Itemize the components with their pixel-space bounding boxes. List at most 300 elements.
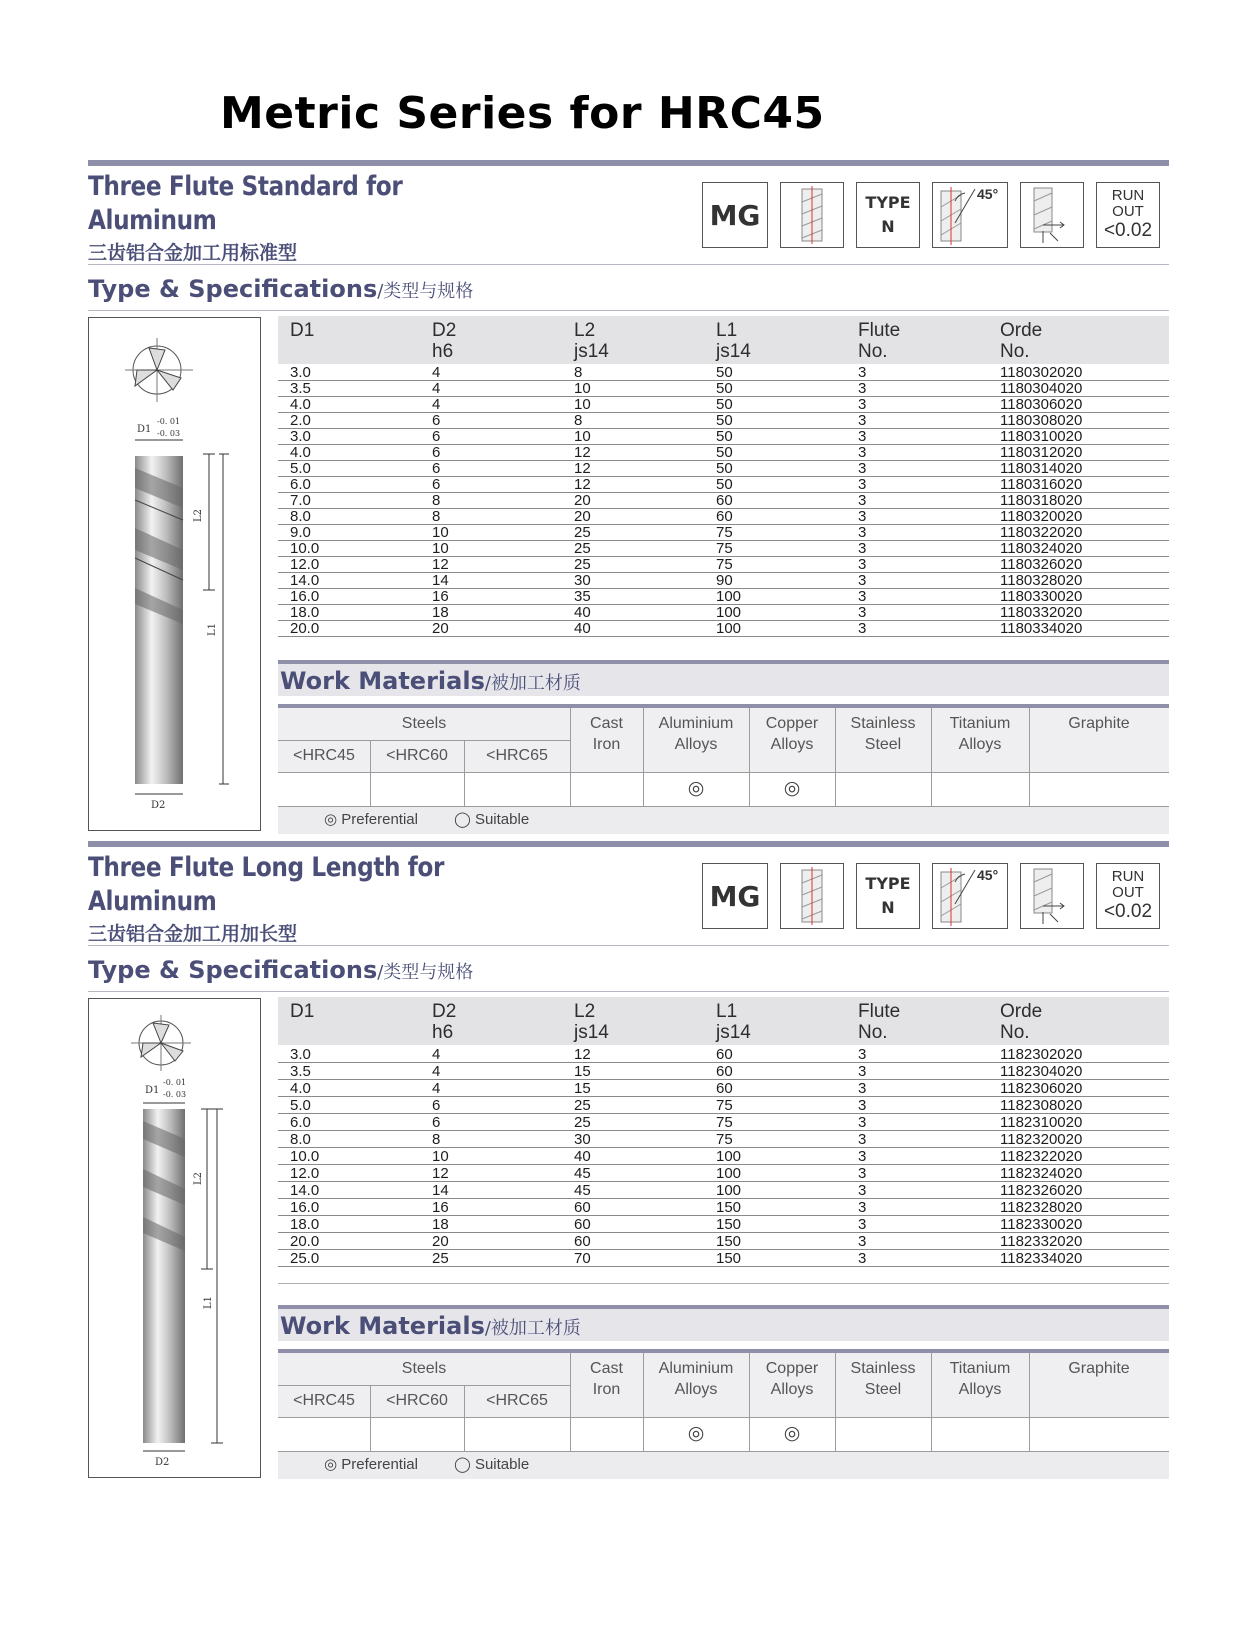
- table-row: [278, 477, 1169, 493]
- table-cell: 10: [432, 1148, 449, 1165]
- spec-table-header: [278, 316, 1169, 364]
- spec-heading-en: Type & Specifications: [88, 956, 378, 984]
- material-stainless: Stainless Steel: [850, 715, 916, 753]
- table-cell: 4: [432, 1063, 441, 1080]
- table-cell: 100: [716, 1182, 742, 1199]
- preferential-mark: ◎: [783, 1423, 801, 1444]
- material-titanium: Titanium Alloys: [949, 715, 1011, 753]
- tool-axis-icon: [1020, 182, 1084, 248]
- runout-label-2: OUT: [1112, 884, 1144, 901]
- type-n-badge: [856, 182, 920, 248]
- helix-angle-icon: [932, 863, 1008, 929]
- table-row: [278, 1114, 1169, 1131]
- spec-heading-en: Type & Specifications: [88, 275, 378, 303]
- table-cell: 18.0: [290, 604, 320, 621]
- table-cell: 8.0: [290, 508, 311, 525]
- column-header: L2 js14: [574, 320, 609, 362]
- helix-angle-label: 45°: [977, 867, 999, 883]
- material-hrc45: <HRC45: [293, 1392, 355, 1409]
- table-cell: 150: [716, 1233, 742, 1250]
- table-cell: 12: [574, 476, 591, 493]
- section-title-line2: Aluminum: [88, 205, 217, 236]
- table-cell: 4: [432, 1046, 441, 1063]
- table-cell: 150: [716, 1199, 742, 1216]
- table-cell: 4.0: [290, 1080, 311, 1097]
- type-label: TYPE: [865, 193, 911, 212]
- table-cell: 25.0: [290, 1250, 320, 1267]
- end-mill-icon: [780, 182, 844, 248]
- page-title: Metric Series for HRC45: [220, 88, 825, 139]
- section-top-bar: [88, 841, 1169, 847]
- table-cell: 3: [858, 620, 867, 637]
- table-cell: 40: [574, 1148, 591, 1165]
- type-value: N: [881, 898, 895, 917]
- table-cell: 6: [432, 1097, 441, 1114]
- table-cell: 1180318020: [1000, 492, 1083, 509]
- table-row: [278, 461, 1169, 477]
- table-cell: 3: [858, 1233, 867, 1250]
- mg-badge: MG: [702, 182, 768, 248]
- section-standard: [88, 160, 1169, 840]
- table-cell: 150: [716, 1250, 742, 1267]
- section-title-line1: Three Flute Long Length for: [88, 852, 444, 883]
- table-cell: 4.0: [290, 396, 311, 413]
- table-cell: 1180334020: [1000, 620, 1083, 637]
- mg-badge: MG: [702, 863, 768, 929]
- legend-preferential: ◎ Preferential: [324, 1456, 418, 1473]
- d1-dim-label: D1: [137, 424, 152, 435]
- table-row: [278, 541, 1169, 557]
- table-cell: 3: [858, 508, 867, 525]
- table-cell: 18: [432, 604, 449, 621]
- table-cell: 100: [716, 604, 742, 621]
- table-row: [278, 445, 1169, 461]
- table-row: [278, 1063, 1169, 1080]
- table-row: [278, 1233, 1169, 1250]
- table-cell: 60: [574, 1216, 591, 1233]
- runout-label-1: RUN: [1111, 868, 1145, 885]
- column-header: D1: [290, 1001, 315, 1022]
- table-cell: 50: [716, 380, 733, 397]
- table-cell: 8.0: [290, 1131, 311, 1148]
- table-cell: 30: [574, 1131, 591, 1148]
- table-cell: 25: [574, 524, 591, 541]
- table-cell: 20: [432, 620, 449, 637]
- table-cell: 10: [574, 380, 591, 397]
- table-cell: 25: [574, 1114, 591, 1131]
- table-row: [278, 1165, 1169, 1182]
- table-cell: 8: [574, 364, 583, 381]
- table-cell: 1182334020: [1000, 1250, 1083, 1267]
- table-cell: 3: [858, 1182, 867, 1199]
- d2-dim-label: D2: [155, 1457, 170, 1468]
- material-steels: Steels: [401, 1360, 447, 1377]
- column-header: L1 js14: [716, 320, 751, 362]
- material-aluminium: Aluminium Alloys: [658, 715, 734, 753]
- material-hrc45: <HRC45: [293, 747, 355, 764]
- table-cell: 10.0: [290, 1148, 320, 1165]
- l1-dim-label: L1: [207, 622, 218, 636]
- table-cell: 1182302020: [1000, 1046, 1083, 1063]
- table-cell: 3: [858, 540, 867, 557]
- column-header: L1 js14: [716, 1001, 751, 1043]
- d1-tol-upper: -0. 01: [163, 1078, 187, 1087]
- table-cell: 75: [716, 556, 733, 573]
- table-cell: 7.0: [290, 492, 311, 509]
- table-cell: 35: [574, 588, 591, 605]
- section-title-line2: Aluminum: [88, 886, 217, 917]
- d1-tol-lower: -0. 03: [163, 1090, 187, 1099]
- table-cell: 20.0: [290, 1233, 320, 1250]
- d2-dim-label: D2: [151, 800, 166, 811]
- legend-suitable: ◯ Suitable: [454, 811, 530, 828]
- material-hrc60: <HRC60: [386, 1392, 448, 1409]
- table-cell: 4: [432, 364, 441, 381]
- table-cell: 12: [574, 1046, 591, 1063]
- material-cast-iron: Cast Iron: [590, 1360, 623, 1398]
- table-cell: 3: [858, 1165, 867, 1182]
- column-header: Flute No.: [858, 1001, 901, 1043]
- table-cell: 16: [432, 1199, 449, 1216]
- table-cell: 3: [858, 1148, 867, 1165]
- table-cell: 6: [432, 460, 441, 477]
- table-cell: 100: [716, 1148, 742, 1165]
- section-title-cn: 三齿铝合金加工用标准型: [88, 242, 298, 264]
- table-cell: 75: [716, 524, 733, 541]
- runout-value: <0.02: [1103, 901, 1153, 922]
- runout-value: <0.02: [1103, 220, 1153, 241]
- table-cell: 75: [716, 1097, 733, 1114]
- table-cell: 4: [432, 396, 441, 413]
- table-row: [278, 1199, 1169, 1216]
- column-header: D2 h6: [432, 320, 457, 362]
- table-cell: 50: [716, 396, 733, 413]
- table-cell: 18.0: [290, 1216, 320, 1233]
- helix-angle-label: 45°: [977, 186, 999, 202]
- table-cell: 3: [858, 1131, 867, 1148]
- table-cell: 12.0: [290, 556, 320, 573]
- material-steels: Steels: [401, 715, 447, 732]
- divider: [88, 945, 1169, 946]
- table-cell: 12: [432, 556, 449, 573]
- table-cell: 10: [574, 428, 591, 445]
- preferential-mark: ◎: [783, 778, 801, 799]
- preferential-mark: ◎: [687, 778, 705, 799]
- table-cell: 6: [432, 428, 441, 445]
- table-cell: 1182324020: [1000, 1165, 1083, 1182]
- table-cell: 1180310020: [1000, 428, 1083, 445]
- runout-badge: [1096, 182, 1160, 248]
- tool-drawing: [88, 998, 261, 1478]
- table-cell: 8: [432, 492, 441, 509]
- table-cell: 3: [858, 364, 867, 381]
- table-cell: 20: [432, 1233, 449, 1250]
- tool-axis-icon: [1020, 863, 1084, 929]
- table-cell: 50: [716, 444, 733, 461]
- table-cell: 8: [432, 1131, 441, 1148]
- end-mill-icon: [780, 863, 844, 929]
- table-cell: 4.0: [290, 444, 311, 461]
- table-row: [278, 1148, 1169, 1165]
- table-cell: 3: [858, 412, 867, 429]
- spec-heading: [88, 275, 473, 303]
- table-cell: 150: [716, 1216, 742, 1233]
- table-row: [278, 1131, 1169, 1148]
- table-cell: 16.0: [290, 1199, 320, 1216]
- table-cell: 1182320020: [1000, 1131, 1083, 1148]
- table-cell: 3: [858, 1063, 867, 1080]
- d1-dim-label: D1: [145, 1085, 160, 1096]
- table-cell: 6: [432, 1114, 441, 1131]
- table-cell: 60: [716, 508, 733, 525]
- table-cell: 1180322020: [1000, 524, 1083, 541]
- table-row: [278, 557, 1169, 573]
- type-value: N: [881, 217, 895, 236]
- table-cell: 1180314020: [1000, 460, 1083, 477]
- table-cell: 25: [574, 1097, 591, 1114]
- table-cell: 30: [574, 572, 591, 589]
- table-row: [278, 1080, 1169, 1097]
- table-cell: 3: [858, 444, 867, 461]
- table-cell: 4: [432, 1080, 441, 1097]
- l2-dim-label: L2: [193, 508, 204, 522]
- runout-label-1: RUN: [1111, 187, 1145, 204]
- table-cell: 50: [716, 460, 733, 477]
- table-row: [278, 605, 1169, 621]
- table-cell: 1182306020: [1000, 1080, 1083, 1097]
- table-cell: 9.0: [290, 524, 311, 541]
- table-cell: 1182332020: [1000, 1233, 1083, 1250]
- table-cell: 75: [716, 540, 733, 557]
- table-cell: 1180306020: [1000, 396, 1083, 413]
- type-n-badge: [856, 863, 920, 929]
- table-cell: 60: [574, 1199, 591, 1216]
- table-cell: 1180326020: [1000, 556, 1083, 573]
- table-row: [278, 429, 1169, 445]
- material-hrc60: <HRC60: [386, 747, 448, 764]
- table-cell: 1180320020: [1000, 508, 1083, 525]
- table-cell: 1180308020: [1000, 412, 1083, 429]
- table-cell: 50: [716, 428, 733, 445]
- spec-heading-cn: /类型与规格: [377, 962, 474, 983]
- table-cell: 15: [574, 1063, 591, 1080]
- table-cell: 60: [716, 1080, 733, 1097]
- table-row: [278, 573, 1169, 589]
- table-cell: 3: [858, 1216, 867, 1233]
- table-cell: 6.0: [290, 1114, 311, 1131]
- section-long-length: [88, 841, 1169, 1521]
- table-cell: 3: [858, 428, 867, 445]
- table-cell: 3: [858, 492, 867, 509]
- table-cell: 10: [574, 396, 591, 413]
- table-cell: 1182304020: [1000, 1063, 1083, 1080]
- table-cell: 1180324020: [1000, 540, 1083, 557]
- table-cell: 10: [432, 540, 449, 557]
- table-cell: 3: [858, 524, 867, 541]
- table-cell: 5.0: [290, 460, 311, 477]
- table-cell: 5.0: [290, 1097, 311, 1114]
- table-cell: 3: [858, 396, 867, 413]
- table-cell: 6.0: [290, 476, 311, 493]
- table-cell: 6: [432, 444, 441, 461]
- legend-suitable: ◯ Suitable: [454, 1456, 530, 1473]
- table-cell: 90: [716, 572, 733, 589]
- table-row: [278, 1216, 1169, 1233]
- table-cell: 60: [716, 1046, 733, 1063]
- table-cell: 1182308020: [1000, 1097, 1083, 1114]
- table-cell: 1180304020: [1000, 380, 1083, 397]
- spec-table: [278, 316, 1169, 642]
- table-cell: 20: [574, 492, 591, 509]
- l1-dim-label: L1: [203, 1295, 214, 1309]
- table-row: [278, 381, 1169, 397]
- table-cell: 8: [574, 412, 583, 429]
- table-cell: 60: [716, 492, 733, 509]
- divider: [88, 264, 1169, 265]
- table-cell: 25: [432, 1250, 449, 1267]
- table-cell: 50: [716, 412, 733, 429]
- table-cell: 8: [432, 508, 441, 525]
- material-hrc65: <HRC65: [486, 747, 548, 764]
- spec-heading: [88, 956, 473, 984]
- divider: [88, 310, 1169, 311]
- table-cell: 3: [858, 1199, 867, 1216]
- material-graphite: Graphite: [1068, 1360, 1130, 1377]
- table-cell: 1182330020: [1000, 1216, 1083, 1233]
- table-cell: 6: [432, 412, 441, 429]
- table-cell: 18: [432, 1216, 449, 1233]
- table-cell: 3: [858, 380, 867, 397]
- table-cell: 3: [858, 1046, 867, 1063]
- table-cell: 40: [574, 604, 591, 621]
- work-materials-title: Work Materials/被加工材质: [280, 1312, 581, 1340]
- table-row: [278, 525, 1169, 541]
- material-cast-iron: Cast Iron: [590, 715, 623, 753]
- preferential-mark: ◎: [687, 1423, 705, 1444]
- section-title-cn: 三齿铝合金加工用加长型: [88, 923, 298, 945]
- d1-tol-lower: -0. 03: [157, 429, 181, 438]
- table-cell: 12: [574, 444, 591, 461]
- table-cell: 1182326020: [1000, 1182, 1083, 1199]
- table-cell: 3: [858, 1114, 867, 1131]
- table-cell: 1180328020: [1000, 572, 1083, 589]
- work-materials-title: Work Materials/被加工材质: [280, 667, 581, 695]
- table-cell: 1180316020: [1000, 476, 1083, 493]
- table-cell: 3.5: [290, 380, 311, 397]
- table-cell: 3: [858, 476, 867, 493]
- table-cell: 60: [716, 1063, 733, 1080]
- section-title: [88, 851, 444, 919]
- table-cell: 1180330020: [1000, 588, 1083, 605]
- table-cell: 3.0: [290, 428, 311, 445]
- table-cell: 12: [432, 1165, 449, 1182]
- tool-drawing: [88, 317, 261, 831]
- table-cell: 15: [574, 1080, 591, 1097]
- material-aluminium: Aluminium Alloys: [658, 1360, 734, 1398]
- table-cell: 1182328020: [1000, 1199, 1083, 1216]
- table-cell: 3: [858, 604, 867, 621]
- table-cell: 14: [432, 1182, 449, 1199]
- material-titanium: Titanium Alloys: [949, 1360, 1011, 1398]
- table-cell: 100: [716, 620, 742, 637]
- table-cell: 3.0: [290, 364, 311, 381]
- work-materials: [278, 660, 1169, 836]
- table-row: [278, 397, 1169, 413]
- table-cell: 12: [574, 460, 591, 477]
- table-cell: 4: [432, 380, 441, 397]
- table-cell: 2.0: [290, 412, 311, 429]
- table-cell: 3: [858, 1080, 867, 1097]
- table-cell: 14.0: [290, 572, 320, 589]
- table-cell: 25: [574, 540, 591, 557]
- table-cell: 14: [432, 572, 449, 589]
- table-row: [278, 1046, 1169, 1063]
- table-cell: 1182310020: [1000, 1114, 1083, 1131]
- table-cell: 16.0: [290, 588, 320, 605]
- table-row: [278, 1250, 1169, 1267]
- table-row: [278, 365, 1169, 381]
- table-cell: 1182322020: [1000, 1148, 1083, 1165]
- runout-badge: [1096, 863, 1160, 929]
- spec-table-header: [278, 997, 1169, 1045]
- l2-dim-label: L2: [193, 1171, 204, 1185]
- material-hrc65: <HRC65: [486, 1392, 548, 1409]
- table-cell: 100: [716, 588, 742, 605]
- table-cell: 50: [716, 364, 733, 381]
- material-copper: Copper Alloys: [765, 715, 819, 753]
- table-row: [278, 1182, 1169, 1199]
- table-cell: 40: [574, 620, 591, 637]
- divider: [88, 991, 1169, 992]
- table-cell: 3: [858, 460, 867, 477]
- table-cell: 1180332020: [1000, 604, 1083, 621]
- table-cell: 3: [858, 556, 867, 573]
- table-cell: 45: [574, 1165, 591, 1182]
- table-cell: 60: [574, 1233, 591, 1250]
- material-copper: Copper Alloys: [765, 1360, 819, 1398]
- material-graphite: Graphite: [1068, 715, 1130, 732]
- section-title: [88, 170, 402, 238]
- table-cell: 3.5: [290, 1063, 311, 1080]
- table-cell: 1180312020: [1000, 444, 1083, 461]
- table-cell: 25: [574, 556, 591, 573]
- table-cell: 75: [716, 1114, 733, 1131]
- column-header: Orde No.: [1000, 320, 1043, 362]
- table-cell: 3: [858, 572, 867, 589]
- spec-heading-cn: /类型与规格: [377, 281, 474, 302]
- section-title-line1: Three Flute Standard for: [88, 171, 403, 202]
- table-row: [278, 413, 1169, 429]
- helix-angle-icon: [932, 182, 1008, 248]
- spec-table: [278, 997, 1169, 1287]
- column-header: Flute No.: [858, 320, 901, 362]
- column-header: Orde No.: [1000, 1001, 1043, 1043]
- runout-label-2: OUT: [1112, 203, 1144, 220]
- table-row: [278, 621, 1169, 637]
- legend-preferential: ◎ Preferential: [324, 811, 418, 828]
- table-cell: 1180302020: [1000, 364, 1083, 381]
- table-cell: 50: [716, 476, 733, 493]
- table-cell: 10: [432, 524, 449, 541]
- table-row: [278, 1097, 1169, 1114]
- table-cell: 14.0: [290, 1182, 320, 1199]
- table-end-rule: [278, 1283, 1169, 1284]
- material-stainless: Stainless Steel: [850, 1360, 916, 1398]
- table-row: [278, 509, 1169, 525]
- table-cell: 3: [858, 1097, 867, 1114]
- section-top-bar: [88, 160, 1169, 166]
- table-cell: 100: [716, 1165, 742, 1182]
